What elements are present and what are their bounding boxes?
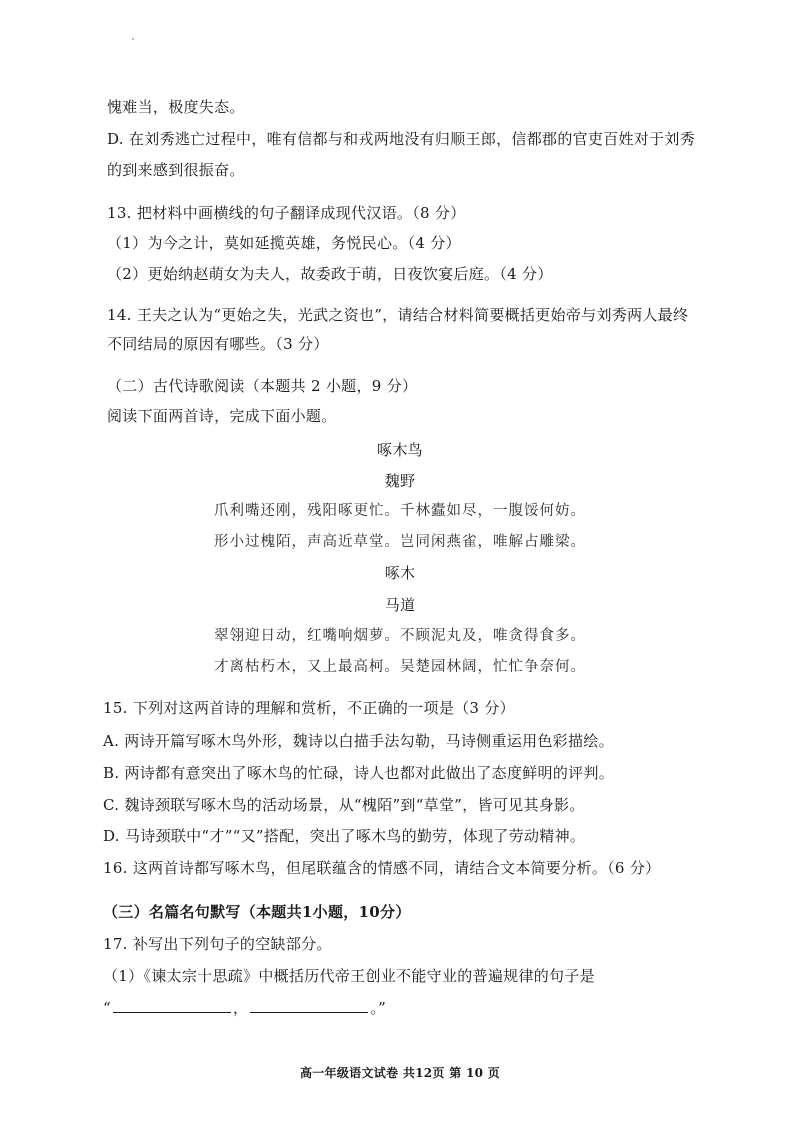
question-13-item2: （2）更始纳赵萌女为夫人，故委政于萌，日夜饮宴后庭。（4 分） (107, 265, 553, 283)
open-quote: “ (103, 999, 111, 1017)
scan-speck (132, 38, 134, 40)
answer-blank-1[interactable] (113, 998, 231, 1013)
question-14-line2: 不同结局的原因有哪些。（3 分） (107, 335, 329, 353)
poem1-author: 魏野 (384, 472, 416, 490)
poem1-line2: 形小过槐陌，声高近草堂。岂同闲燕雀，唯解占雕梁。 (214, 534, 586, 550)
question-15-stem: 15. 下列对这两首诗的理解和赏析，不正确的一项是（3 分） (103, 699, 515, 717)
section-2-heading: （二）古代诗歌阅读（本题共 2 小题，9 分） (107, 377, 418, 395)
question-13-item1: （1）为今之计，莫如延揽英雄，务悦民心。（4 分） (107, 234, 461, 252)
poem1-line1: 爪利嘴还刚，残阳啄更忙。千林蠹如尽，一腹馁何妨。 (214, 503, 586, 519)
question-15-option-c: C. 魏诗颈联写啄木鸟的活动场景，从“槐陌”到“草堂”，皆可见其身影。 (103, 796, 585, 814)
section-2-instruction: 阅读下面两首诗，完成下面小题。 (107, 407, 337, 425)
close-quote: 。” (370, 999, 387, 1017)
page-footer: 高一年级语文试卷 共12页 第 10 页 (299, 1066, 501, 1080)
option-d-line1: D. 在刘秀逃亡过程中，唯有信都与和戎两地没有归顺王郎，信都郡的官吏百姓对于刘秀 (107, 130, 696, 148)
poem2-author: 马道 (384, 596, 416, 614)
answer-blank-2[interactable] (250, 998, 368, 1013)
question-16: 16. 这两首诗都写啄木鸟，但尾联蕴含的情感不同，请结合文本简要分析。（6 分） (103, 859, 661, 877)
poem2-line1: 翠翎迎日动，红嘴响烟萝。不顾泥丸及，唯贪得食多。 (214, 628, 586, 644)
poem2-line2: 才离枯朽木，又上最高柯。吴楚园林阔，忙忙争奈何。 (214, 659, 586, 675)
option-d-line2: 的到来感到很振奋。 (107, 161, 245, 179)
blank-separator: ， (232, 999, 249, 1017)
question-13-stem: 13. 把材料中画横线的句子翻译成现代汉语。（8 分） (107, 204, 466, 222)
poem2-title: 啄木 (384, 564, 416, 582)
question-15-option-a: A. 两诗开篇写啄木鸟外形，魏诗以白描手法勾勒，马诗侧重运用色彩描绘。 (103, 732, 614, 750)
section-3-heading: （三）名篇名句默写（本题共1小题，10分） (103, 903, 411, 921)
question-17-item1: （1）《谏太宗十思疏》中概括历代帝王创业不能守业的普遍规律的句子是 (103, 967, 595, 985)
question-15-option-d: D. 马诗颈联中“才”“又”搭配，突出了啄木鸟的勤劳，体现了劳动精神。 (103, 827, 586, 845)
question-17-answer-line (103, 998, 386, 1018)
poem1-title: 啄木鸟 (377, 441, 423, 459)
continuation-text: 愧难当，极度失态。 (107, 98, 245, 116)
question-15-option-b: B. 两诗都有意突出了啄木鸟的忙碌，诗人也都对此做出了态度鲜明的评判。 (103, 764, 615, 782)
question-17-stem: 17. 补写出下列句子的空缺部分。 (103, 935, 332, 953)
question-14-line1: 14. 王夫之认为“更始之失，光武之资也”，请结合材料简要概括更始帝与刘秀两人最终 (107, 306, 689, 324)
